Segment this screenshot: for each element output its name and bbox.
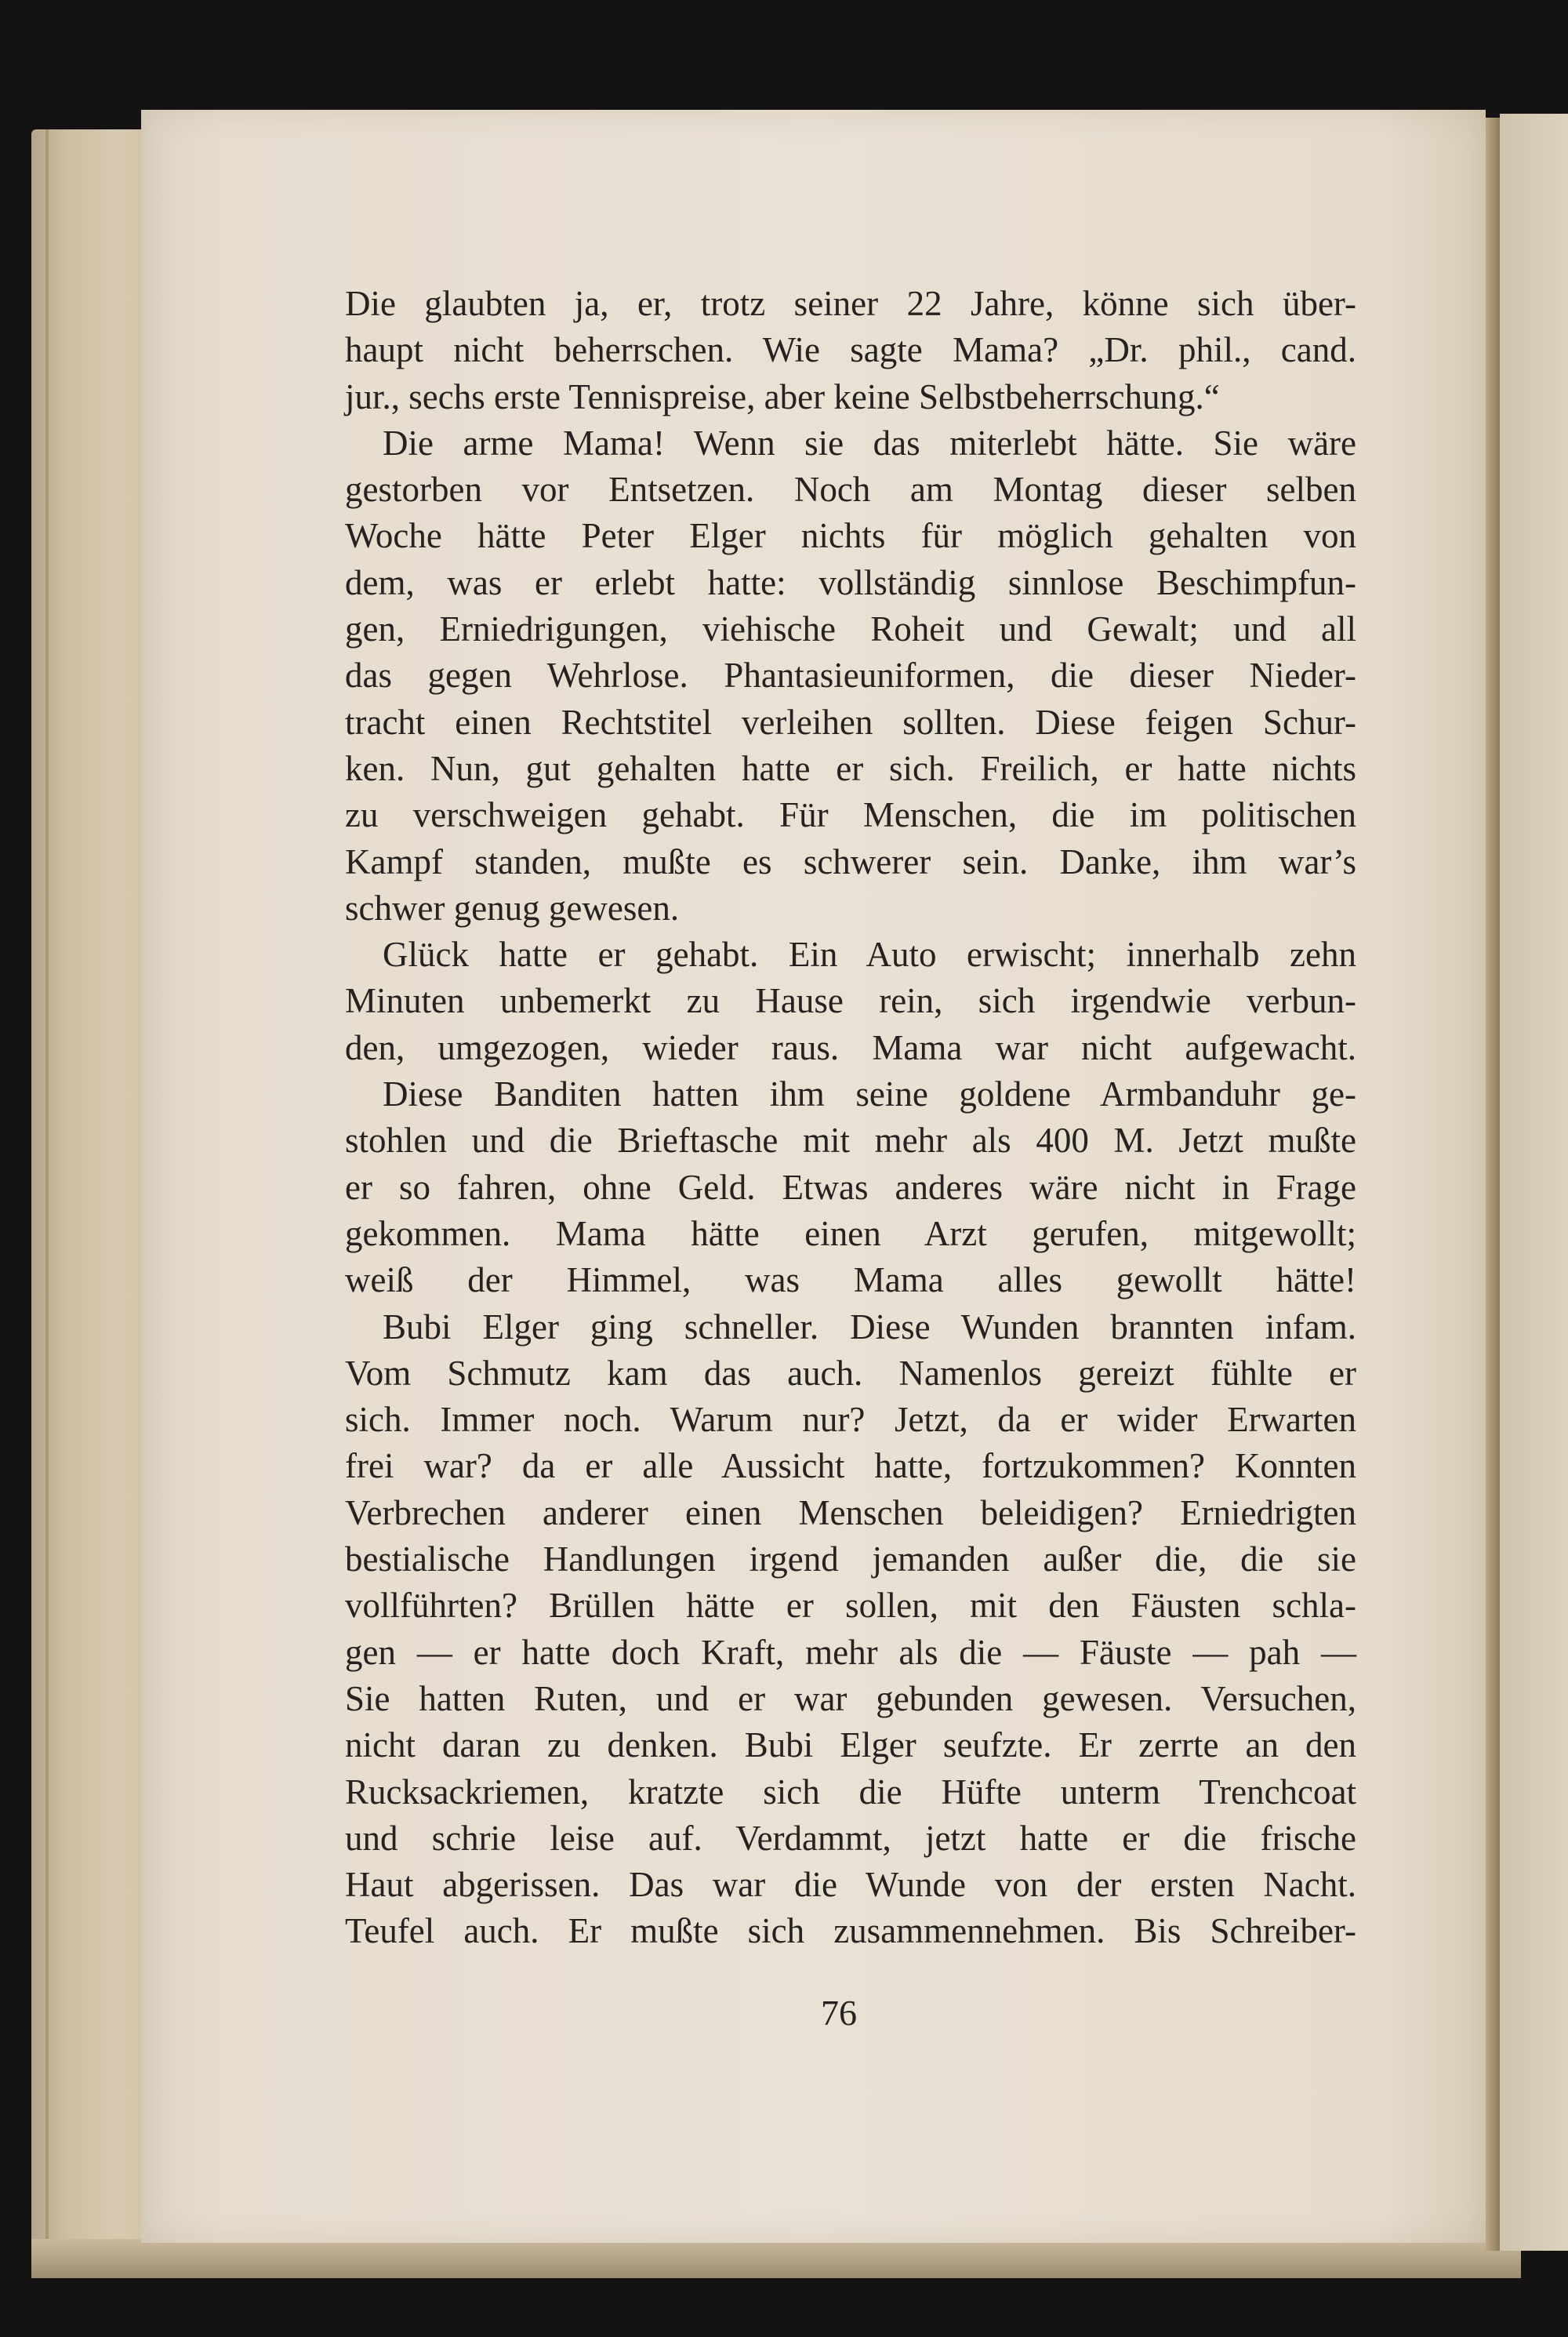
text-line: Woche hätte Peter Elger nichts für möglich gehalten von (345, 516, 1356, 556)
text-line: stohlen und die Brieftasche mit mehr als 400 M. Jetzt mußte (345, 1121, 1356, 1161)
text-line: gekommen. Mama hätte einen Arzt gerufen, mitgewollt; (345, 1213, 1356, 1253)
text-line: gestorben vor Entsetzen. Noch am Montag dieser selben (345, 470, 1356, 510)
text-line: er so fahren, ohne Geld. Etwas anderes wäre nicht in Frage (345, 1167, 1356, 1207)
text-line: Minuten unbemerkt zu Hause rein, sich irgendwie verbun- (345, 981, 1356, 1021)
text-line: bestialische Handlungen irgend jemanden außer die, die sie (345, 1539, 1356, 1579)
page-edge-stack (31, 129, 157, 2278)
text-line: den, umgezogen, wieder raus. Mama war nicht aufgewacht. (345, 1027, 1356, 1067)
text-line: haupt nicht beherrschen. Wie sagte Mama? „Dr. phil., cand. (345, 330, 1356, 370)
text-line: Vom Schmutz kam das auch. Namenlos gereizt fühlte er (345, 1353, 1356, 1393)
book-bottom-edge (31, 2239, 1521, 2278)
text-line: Glück hatte er gehabt. Ein Auto erwischt; innerhalb zehn (383, 935, 1356, 975)
text-line: jur., sechs erste Tennispreise, aber keine Selbstbeherrschung.“ (345, 376, 1220, 416)
text-line: frei war? da er alle Aussicht hatte, fortzukommen? Konnten (345, 1446, 1356, 1486)
text-line: Rucksackriemen, kratzte sich die Hüfte unterm Trenchcoat (345, 1772, 1356, 1812)
body-text (345, 281, 1356, 1955)
text-line: dem, was er erlebt hatte: vollständig sinnlose Beschimpfun- (345, 562, 1356, 602)
text-line: schwer genug gewesen. (345, 888, 680, 928)
text-line: vollführten? Brüllen hätte er sollen, mit den Fäusten schla- (345, 1586, 1356, 1626)
book-gutter (1486, 118, 1500, 2251)
text-line: ken. Nun, gut gehalten hatte er sich. Freilich, er hatte nichts (345, 748, 1356, 788)
text-line: weiß der Himmel, was Mama alles gewollt hätte! (345, 1260, 1356, 1300)
text-line: Diese Banditen hatten ihm seine goldene Armbanduhr ge- (383, 1074, 1356, 1114)
text-line: Teufel auch. Er mußte sich zusammennehmen. Bis Schreiber- (345, 1911, 1356, 1951)
text-line: sich. Immer noch. Warum nur? Jetzt, da er wider Erwarten (345, 1400, 1356, 1440)
text-line: Haut abgerissen. Das war die Wunde von der ersten Nacht. (345, 1865, 1356, 1905)
text-line: und schrie leise auf. Verdammt, jetzt hatte er die frische (345, 1818, 1356, 1858)
text-line: Kampf standen, mußte es schwerer sein. Danke, ihm war’s (345, 841, 1356, 881)
text-line: das gegen Wehrlose. Phantasieuniformen, die dieser Nieder- (345, 656, 1356, 696)
facing-page-edge (1500, 114, 1568, 2251)
text-line: Sie hatten Ruten, und er war gebunden gewesen. Versuchen, (345, 1678, 1356, 1718)
text-line: Verbrechen anderer einen Menschen beleidigen? Erniedrigten (345, 1492, 1356, 1532)
page-number: 76 (821, 1993, 857, 2033)
text-line: gen — er hatte doch Kraft, mehr als die — Fäuste — pah — (345, 1632, 1356, 1672)
text-line: Die glaubten ja, er, trotz seiner 22 Jahre, könne sich über- (345, 284, 1356, 323)
text-line: Die arme Mama! Wenn sie das miterlebt hätte. Sie wäre (383, 423, 1356, 463)
text-line: zu verschweigen gehabt. Für Menschen, die im politischen (345, 795, 1356, 835)
text-line: nicht daran zu denken. Bubi Elger seufzte. Er zerrte an den (345, 1725, 1356, 1765)
text-line: Bubi Elger ging schneller. Diese Wunden brannten infam. (383, 1307, 1356, 1347)
text-line: tracht einen Rechtstitel verleihen sollten. Diese feigen Schur- (345, 702, 1356, 742)
text-line: gen, Erniedrigungen, viehische Roheit und Gewalt; und all (345, 609, 1356, 649)
